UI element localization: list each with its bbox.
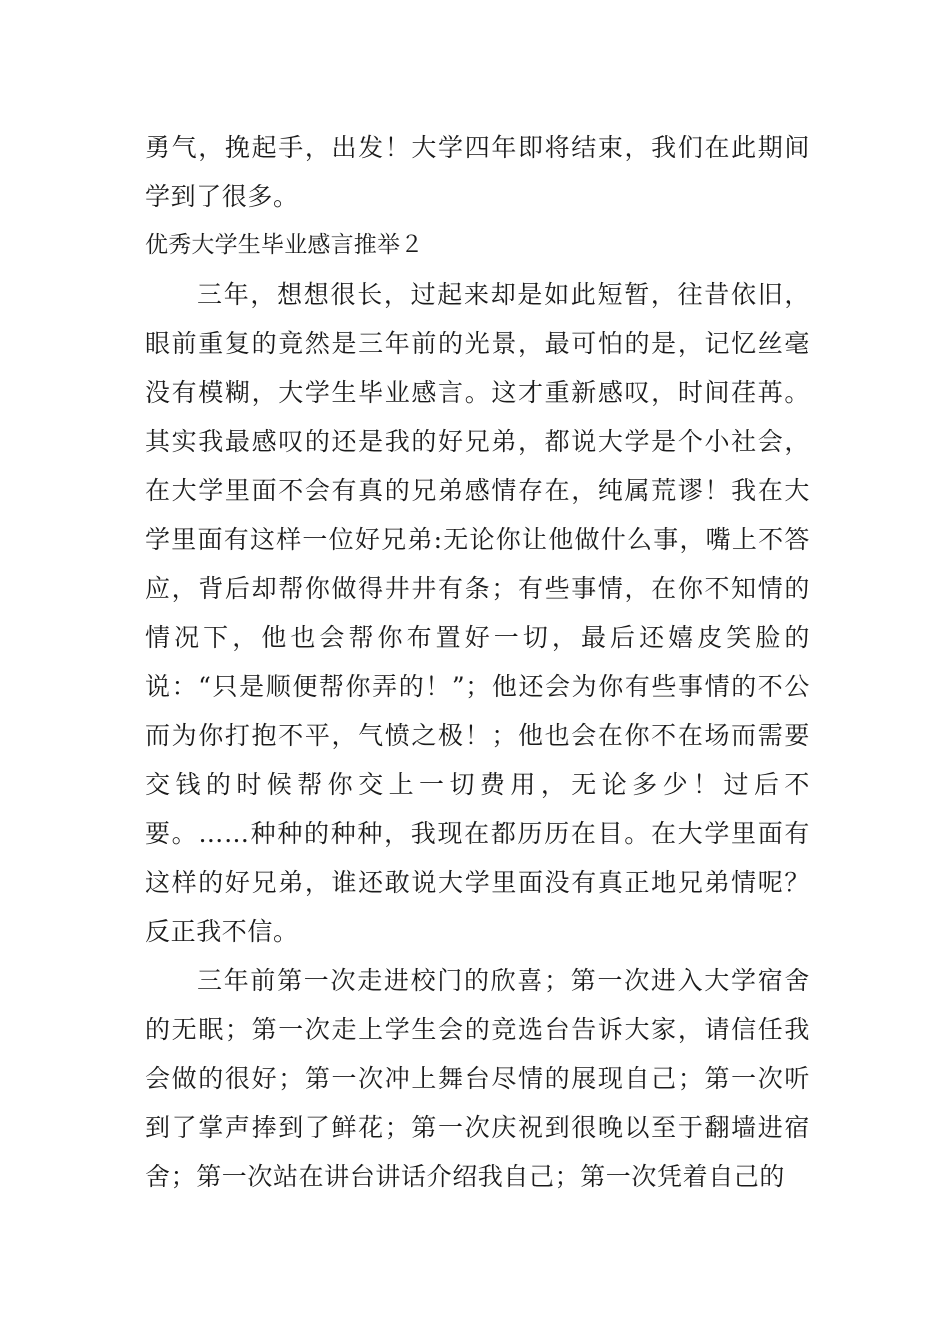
document-body bbox=[145, 123, 810, 1201]
body-paragraph-1: 三年，想想很长，过起来却是如此短暂，往昔依旧，眼前重复的竟然是三年前的光景，最可怕的是，记忆丝毫没有模糊，大学生毕业感言。这才重新感叹，时间荏苒。其实我最感叹的还是我的好兄弟，都说大学是个小社会，在大学里面不会有真的兄弟感情存在，纯属荒谬！我在大学里面有这样一位好兄弟:无论你让他做什么事，嘴上不答应，背后却帮你做得井井有条；有些事情，在你不知情的情况下，他也会帮你布置好一切，最后还嬉皮笑脸的说：“只是顺便帮你弄的！”；他还会为你有些事情的不公而为你打抱不平，气愤之极！；他也会在你不在场而需要交钱的时候帮你交上一切费用，无论多少！过后不要。……种种的种种，我现在都历历在目。在大学里面有这样的好兄弟，谁还敢说大学里面没有真正地兄弟情呢？反正我不信。 bbox=[145, 280, 810, 946]
continuation-paragraph: 勇气，挽起手，出发！大学四年即将结束，我们在此期间学到了很多。 bbox=[145, 133, 810, 211]
body-paragraph-2: 三年前第一次走进校门的欣喜；第一次进入大学宿舍的无眠；第一次走上学生会的竞选台告诉大家，请信任我会做的很好；第一次冲上舞台尽情的展现自己；第一次听到了掌声捧到了鲜花；第一次庆祝到很晚以至于翻墙进宿舍；第一次站在讲台讲话介绍我自己；第一次凭着自己的 bbox=[145, 966, 810, 1191]
section-heading: 优秀大学生毕业感言推举２ bbox=[145, 232, 424, 258]
